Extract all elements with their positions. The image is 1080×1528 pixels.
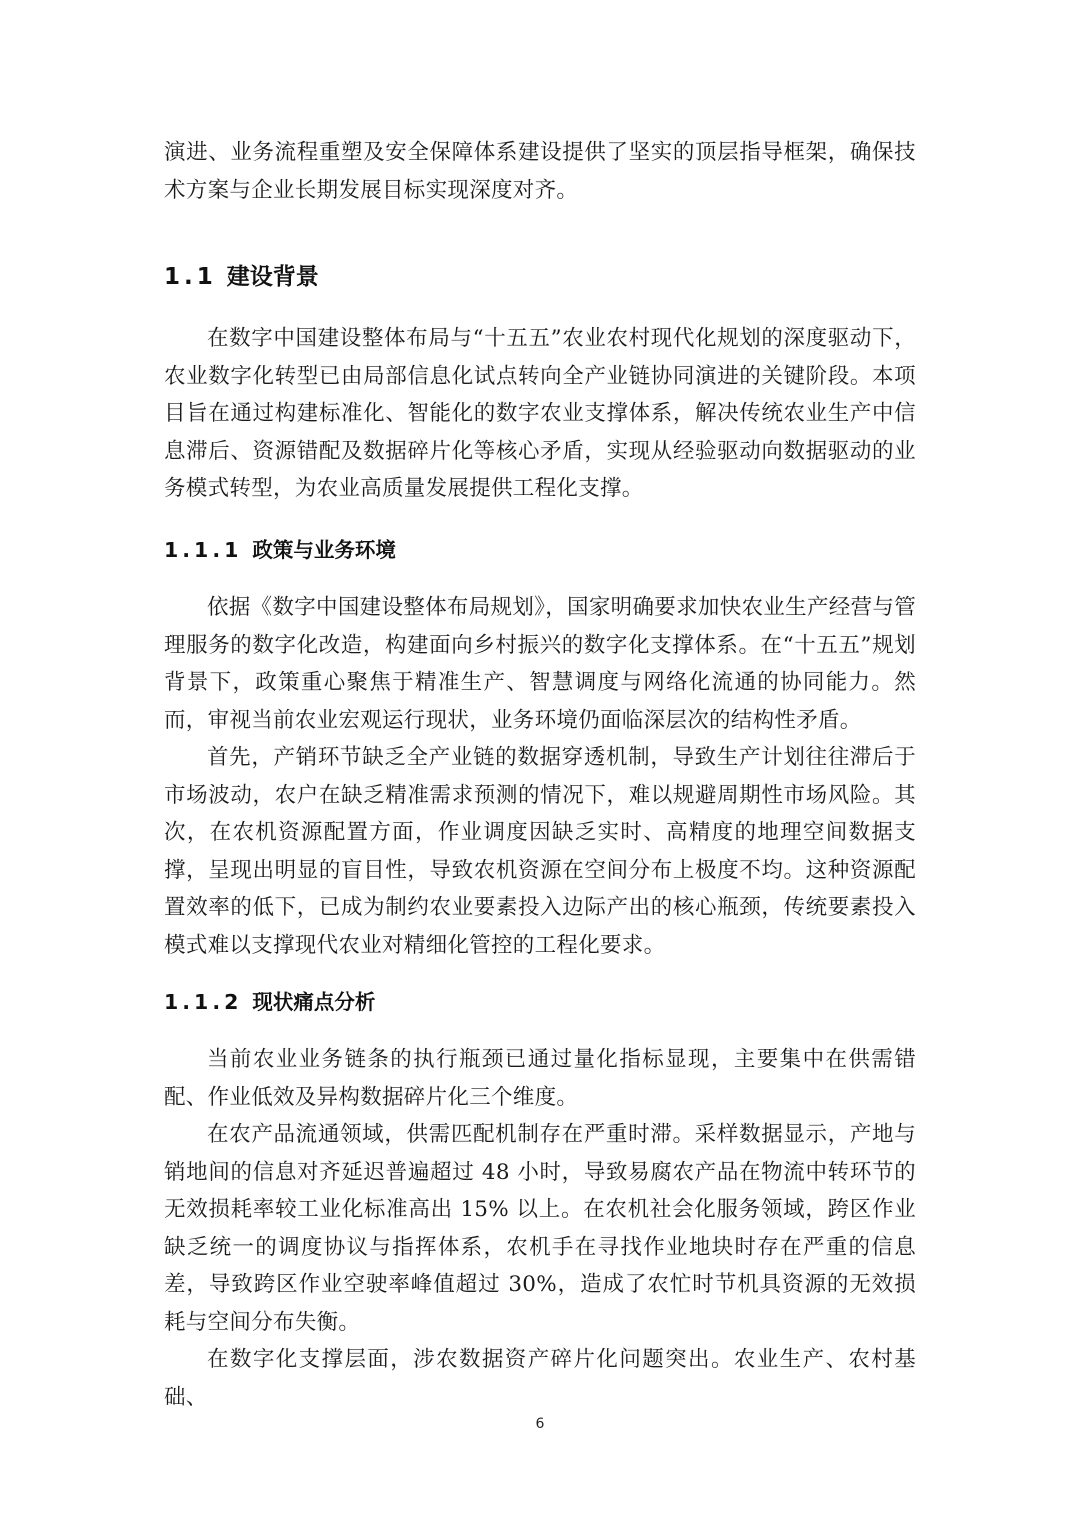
section-heading-1-1-2 — [164, 985, 375, 1015]
intro-paragraph: 演进、业务流程重塑及安全保障体系建设提供了坚实的顶层指导框架，确保技术方案与企业长期发展目标实现深度对齐。 — [164, 140, 916, 203]
section-heading-1-1-1 — [164, 533, 396, 563]
section-number: 1.1.2 — [164, 990, 243, 1014]
section-title: 建设背景 — [226, 264, 319, 290]
section-title: 现状痛点分析 — [252, 990, 376, 1014]
policy-paragraph: 依据《数字中国建设整体布局规划》，国家明确要求加快农业生产经营与管理服务的数字化改造，构建面向乡村振兴的数字化支撑体系。在“十五五”规划背景下，政策重心聚焦于精准生产、智慧调度与网络化流通的协同能力。然而，审视当前农业宏观运行现状，业务环境仍面临深层次的结构性矛盾。 — [164, 595, 916, 733]
pain-point-paragraph: 在数字化支撑层面，涉农数据资产碎片化问题突出。农业生产、农村基础、 — [164, 1347, 916, 1410]
section-number: 1.1.1 — [164, 538, 243, 562]
section-title: 政策与业务环境 — [252, 538, 396, 562]
background-paragraph: 在数字中国建设整体布局与“十五五”农业农村现代化规划的深度驱动下，农业数字化转型已由局部信息化试点转向全产业链协同演进的关键阶段。本项目旨在通过构建标准化、智能化的数字农业支撑体系，解决传统农业生产中信息滞后、资源错配及数据碎片化等核心矛盾，实现从经验驱动向数据驱动的业务模式转型，为农业高质量发展提供工程化支撑。 — [164, 326, 916, 501]
pain-point-paragraph: 当前农业业务链条的执行瓶颈已通过量化指标显现，主要集中在供需错配、作业低效及异构数据碎片化三个维度。 — [164, 1047, 916, 1110]
policy-paragraph: 首先，产销环节缺乏全产业链的数据穿透机制，导致生产计划往往滞后于市场波动，农户在缺乏精准需求预测的情况下，难以规避周期性市场风险。其次，在农机资源配置方面，作业调度因缺乏实时、高精度的地理空间数据支撑，呈现出明显的盲目性，导致农机资源在空间分布上极度不均。这种资源配置效率的低下，已成为制约农业要素投入边际产出的核心瓶颈，传统要素投入模式难以支撑现代农业对精细化管控的工程化要求。 — [164, 745, 916, 958]
pain-point-paragraph: 在农产品流通领域，供需匹配机制存在严重时滞。采样数据显示，产地与销地间的信息对齐延迟普遍超过 48 小时，导致易腐农产品在物流中转环节的无效损耗率较工业化标准高出 15% 以上。在农机社会化服务领域，跨区作业缺乏统一的调度协议与指挥体系，农机手在寻找作业地块时存在严重的信息差，导致跨区作业空驶率峰值超过 30%，造成了农忙时节机具资源的无效损耗与空间分布失衡。 — [164, 1122, 916, 1335]
section-heading-1-1 — [164, 258, 319, 291]
page-number: 6 — [535, 1416, 545, 1432]
section-number: 1.1 — [164, 264, 217, 290]
